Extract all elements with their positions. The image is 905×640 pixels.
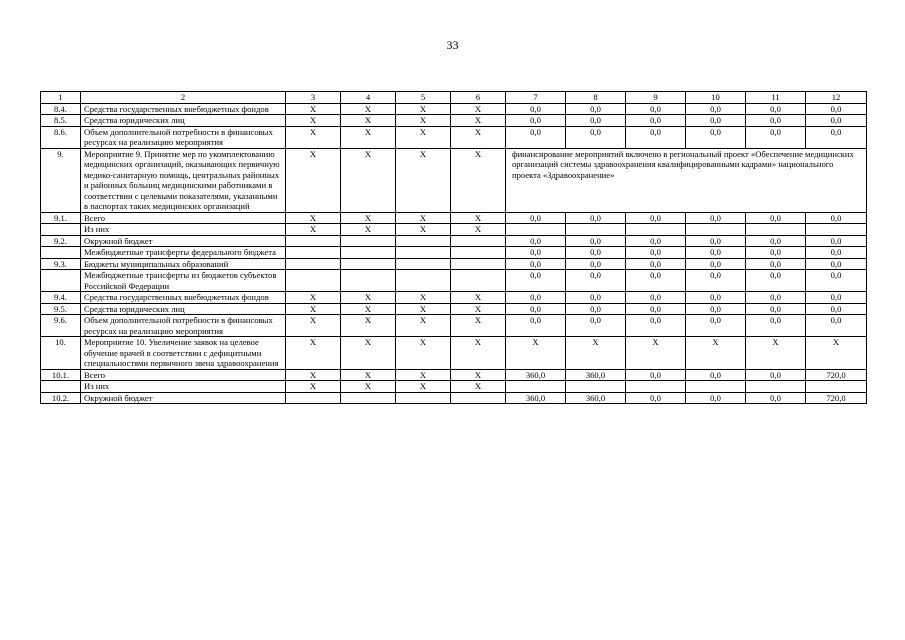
value-cell: X: [686, 337, 746, 370]
table-row: [41, 369, 867, 381]
table-row: [41, 247, 867, 259]
marker-cell: X: [451, 103, 506, 115]
header-cell: 1: [41, 92, 81, 104]
value-cell: 0,0: [806, 292, 867, 304]
row-name: Средства государственных внебюджетных фондов: [81, 292, 286, 304]
value-cell: [686, 224, 746, 236]
value-cell: 0,0: [626, 303, 686, 315]
table-row: [41, 126, 867, 148]
marker-cell: X: [451, 292, 506, 304]
value-cell: 0,0: [506, 292, 566, 304]
marker-cell: X: [396, 224, 451, 236]
value-cell: 0,0: [806, 103, 867, 115]
header-cell: 2: [81, 92, 286, 104]
value-cell: 720,0: [806, 369, 867, 381]
marker-cell: X: [286, 315, 341, 337]
value-cell: X: [566, 337, 626, 370]
marker-cell: [286, 258, 341, 270]
marker-cell: [451, 235, 506, 247]
marker-cell: X: [341, 315, 396, 337]
marker-cell: [341, 235, 396, 247]
header-cell: 12: [806, 92, 867, 104]
marker-cell: X: [396, 315, 451, 337]
marker-cell: X: [286, 148, 341, 212]
value-cell: X: [626, 337, 686, 370]
marker-cell: X: [341, 369, 396, 381]
row-number: 9.: [41, 148, 81, 212]
value-cell: 0,0: [626, 212, 686, 224]
value-cell: 0,0: [506, 115, 566, 127]
value-cell: 0,0: [566, 126, 626, 148]
value-cell: [806, 381, 867, 393]
value-cell: 360,0: [506, 369, 566, 381]
value-cell: 0,0: [686, 315, 746, 337]
marker-cell: X: [286, 303, 341, 315]
marker-cell: [286, 235, 341, 247]
marker-cell: X: [286, 337, 341, 370]
row-name: Межбюджетные трансферты из бюджетов субъектов Российской Федерации: [81, 270, 286, 292]
marker-cell: X: [451, 369, 506, 381]
row-number: 8.5.: [41, 115, 81, 127]
row-name: Объем дополнительной потребности в финансовых ресурсах на реализацию мероприятия: [81, 126, 286, 148]
header-cell: 3: [286, 92, 341, 104]
marker-cell: [286, 392, 341, 404]
table-row: [41, 148, 867, 212]
marker-cell: X: [341, 103, 396, 115]
marker-cell: X: [451, 303, 506, 315]
value-cell: 720,0: [806, 392, 867, 404]
value-cell: 0,0: [686, 103, 746, 115]
value-cell: 0,0: [746, 392, 806, 404]
marker-cell: X: [341, 337, 396, 370]
marker-cell: X: [396, 212, 451, 224]
header-cell: 6: [451, 92, 506, 104]
value-cell: X: [806, 337, 867, 370]
value-cell: 0,0: [806, 247, 867, 259]
marker-cell: [286, 270, 341, 292]
row-name: Объем дополнительной потребности в финансовых ресурсах на реализацию мероприятия: [81, 315, 286, 337]
marker-cell: X: [451, 381, 506, 393]
value-cell: 0,0: [746, 258, 806, 270]
row-name: Средства государственных внебюджетных фондов: [81, 103, 286, 115]
value-cell: 0,0: [746, 292, 806, 304]
marker-cell: X: [286, 115, 341, 127]
table-row: [41, 381, 867, 393]
value-cell: [506, 381, 566, 393]
header-cell: 4: [341, 92, 396, 104]
value-cell: 0,0: [806, 235, 867, 247]
value-cell: 360,0: [506, 392, 566, 404]
value-cell: 0,0: [626, 126, 686, 148]
value-cell: 0,0: [686, 303, 746, 315]
value-cell: 0,0: [566, 315, 626, 337]
row-name: Бюджеты муниципальных образований: [81, 258, 286, 270]
value-cell: 0,0: [806, 126, 867, 148]
marker-cell: [451, 258, 506, 270]
header-cell: 11: [746, 92, 806, 104]
value-cell: 0,0: [626, 369, 686, 381]
marker-cell: [396, 392, 451, 404]
marker-cell: [396, 270, 451, 292]
value-cell: 0,0: [686, 270, 746, 292]
value-cell: 0,0: [806, 258, 867, 270]
row-number: 8.4.: [41, 103, 81, 115]
marker-cell: [341, 392, 396, 404]
value-cell: 0,0: [686, 115, 746, 127]
value-cell: [566, 224, 626, 236]
value-cell: 0,0: [686, 235, 746, 247]
marker-cell: [341, 247, 396, 259]
row-number: 9.2.: [41, 235, 81, 247]
value-cell: 0,0: [686, 292, 746, 304]
header-cell: 10: [686, 92, 746, 104]
value-cell: 0,0: [746, 315, 806, 337]
marker-cell: X: [451, 148, 506, 212]
value-cell: 0,0: [506, 235, 566, 247]
marker-cell: X: [396, 381, 451, 393]
row-name: Средства юридических лиц: [81, 303, 286, 315]
header-cell: 8: [566, 92, 626, 104]
table-row: [41, 303, 867, 315]
marker-cell: X: [341, 303, 396, 315]
value-cell: 0,0: [626, 247, 686, 259]
value-cell: [746, 381, 806, 393]
value-cell: 0,0: [746, 126, 806, 148]
page-number: 33: [446, 38, 459, 52]
row-name: Мероприятие 9. Принятие мер по укомплектованию медицинских организаций, оказывающих первичную медико-санитарную помощь, центральных районных и районных больниц медицинскими работниками в соответствии с целевыми показателями, указанными в паспортах таких медицинских организаций: [81, 148, 286, 212]
value-cell: 0,0: [566, 247, 626, 259]
value-cell: 0,0: [506, 103, 566, 115]
value-cell: 0,0: [506, 315, 566, 337]
marker-cell: X: [341, 212, 396, 224]
row-number: 10.1.: [41, 369, 81, 381]
value-cell: 0,0: [686, 369, 746, 381]
marker-cell: X: [396, 148, 451, 212]
marker-cell: X: [286, 224, 341, 236]
row-name: Межбюджетные трансферты федерального бюджета: [81, 247, 286, 259]
value-cell: 0,0: [686, 212, 746, 224]
row-name: Из них: [81, 224, 286, 236]
marker-cell: [451, 247, 506, 259]
value-cell: 0,0: [506, 303, 566, 315]
row-name: Из них: [81, 381, 286, 393]
marker-cell: [396, 247, 451, 259]
marker-cell: X: [341, 224, 396, 236]
marker-cell: X: [451, 224, 506, 236]
marker-cell: X: [286, 103, 341, 115]
table-row: [41, 315, 867, 337]
value-cell: 0,0: [566, 270, 626, 292]
row-name: Окружной бюджет: [81, 235, 286, 247]
marker-cell: X: [341, 292, 396, 304]
marker-cell: X: [286, 369, 341, 381]
value-cell: 0,0: [686, 258, 746, 270]
row-name: Мероприятие 10. Увеличение заявок на целевое обучение врачей в соответствии с дефицитными специальностями первичного звена здравоохранения: [81, 337, 286, 370]
header-cell: 9: [626, 92, 686, 104]
value-cell: 0,0: [746, 369, 806, 381]
marker-cell: X: [396, 115, 451, 127]
value-cell: 0,0: [626, 258, 686, 270]
marker-cell: X: [341, 115, 396, 127]
marker-cell: [341, 270, 396, 292]
marker-cell: X: [396, 126, 451, 148]
marker-cell: X: [286, 292, 341, 304]
row-number: 10.2.: [41, 392, 81, 404]
marker-cell: [396, 235, 451, 247]
row-number: [41, 247, 81, 259]
row-number: 8.6.: [41, 126, 81, 148]
value-cell: 0,0: [566, 235, 626, 247]
marker-cell: X: [396, 303, 451, 315]
header-cell: 7: [506, 92, 566, 104]
marker-cell: X: [341, 148, 396, 212]
marker-cell: [341, 258, 396, 270]
value-cell: 0,0: [746, 303, 806, 315]
value-cell: [566, 381, 626, 393]
row-name: Окружной бюджет: [81, 392, 286, 404]
row-number: 9.1.: [41, 212, 81, 224]
table-row: [41, 258, 867, 270]
value-cell: 0,0: [806, 270, 867, 292]
row-number: [41, 270, 81, 292]
marker-cell: X: [451, 337, 506, 370]
table-row: [41, 212, 867, 224]
table-row: [41, 270, 867, 292]
value-cell: 0,0: [566, 292, 626, 304]
row-number: 9.4.: [41, 292, 81, 304]
marker-cell: X: [341, 381, 396, 393]
value-cell: 0,0: [626, 315, 686, 337]
marker-cell: X: [451, 212, 506, 224]
marker-cell: X: [396, 292, 451, 304]
value-cell: 0,0: [746, 115, 806, 127]
marker-cell: X: [451, 315, 506, 337]
value-cell: 0,0: [686, 126, 746, 148]
table-row: [41, 292, 867, 304]
value-cell: 0,0: [746, 270, 806, 292]
marker-cell: X: [396, 369, 451, 381]
value-cell: 0,0: [746, 212, 806, 224]
value-cell: 0,0: [806, 315, 867, 337]
value-cell: 0,0: [506, 270, 566, 292]
financing-table: [40, 91, 867, 404]
value-cell: 0,0: [566, 115, 626, 127]
marker-cell: X: [396, 103, 451, 115]
row-number: 9.5.: [41, 303, 81, 315]
value-cell: 0,0: [626, 292, 686, 304]
row-number: 10.: [41, 337, 81, 370]
marker-cell: X: [451, 115, 506, 127]
table-row: [41, 235, 867, 247]
value-cell: 0,0: [566, 212, 626, 224]
marker-cell: X: [396, 337, 451, 370]
marker-cell: X: [451, 126, 506, 148]
row-name: Всего: [81, 369, 286, 381]
marker-cell: X: [341, 126, 396, 148]
value-cell: 0,0: [566, 258, 626, 270]
value-cell: 0,0: [566, 103, 626, 115]
value-cell: X: [506, 337, 566, 370]
value-cell: 0,0: [746, 235, 806, 247]
value-cell: 0,0: [686, 247, 746, 259]
table-header-row: [41, 92, 867, 104]
value-cell: [506, 224, 566, 236]
row-number: [41, 224, 81, 236]
financing-note: финансирование мероприятий включено в региональный проект «Обеспечение медицинских организаций системы здравоохранения квалифицированными кадрами» национального проекта «Здравоохранение»: [506, 148, 867, 212]
value-cell: [746, 224, 806, 236]
table-row: [41, 103, 867, 115]
marker-cell: [451, 392, 506, 404]
value-cell: 0,0: [506, 258, 566, 270]
value-cell: 0,0: [806, 115, 867, 127]
value-cell: 0,0: [506, 247, 566, 259]
header-cell: 5: [396, 92, 451, 104]
marker-cell: [396, 258, 451, 270]
value-cell: 0,0: [806, 212, 867, 224]
marker-cell: X: [286, 126, 341, 148]
value-cell: 0,0: [626, 270, 686, 292]
value-cell: 0,0: [626, 103, 686, 115]
value-cell: X: [746, 337, 806, 370]
table-row: [41, 392, 867, 404]
value-cell: [806, 224, 867, 236]
value-cell: [626, 381, 686, 393]
value-cell: 0,0: [746, 247, 806, 259]
table-row: [41, 115, 867, 127]
value-cell: [626, 224, 686, 236]
row-name: Всего: [81, 212, 286, 224]
value-cell: 0,0: [626, 115, 686, 127]
table-row: [41, 337, 867, 370]
marker-cell: [286, 247, 341, 259]
value-cell: 0,0: [626, 235, 686, 247]
value-cell: 0,0: [566, 303, 626, 315]
value-cell: 0,0: [626, 392, 686, 404]
value-cell: 0,0: [746, 103, 806, 115]
row-number: 9.6.: [41, 315, 81, 337]
marker-cell: [451, 270, 506, 292]
value-cell: 0,0: [806, 303, 867, 315]
value-cell: 0,0: [686, 392, 746, 404]
row-name: Средства юридических лиц: [81, 115, 286, 127]
value-cell: 0,0: [506, 212, 566, 224]
marker-cell: X: [286, 212, 341, 224]
value-cell: 0,0: [506, 126, 566, 148]
row-number: 9.3.: [41, 258, 81, 270]
marker-cell: X: [286, 381, 341, 393]
value-cell: 360,0: [566, 392, 626, 404]
row-number: [41, 381, 81, 393]
value-cell: [686, 381, 746, 393]
value-cell: 360,0: [566, 369, 626, 381]
table-row: [41, 224, 867, 236]
